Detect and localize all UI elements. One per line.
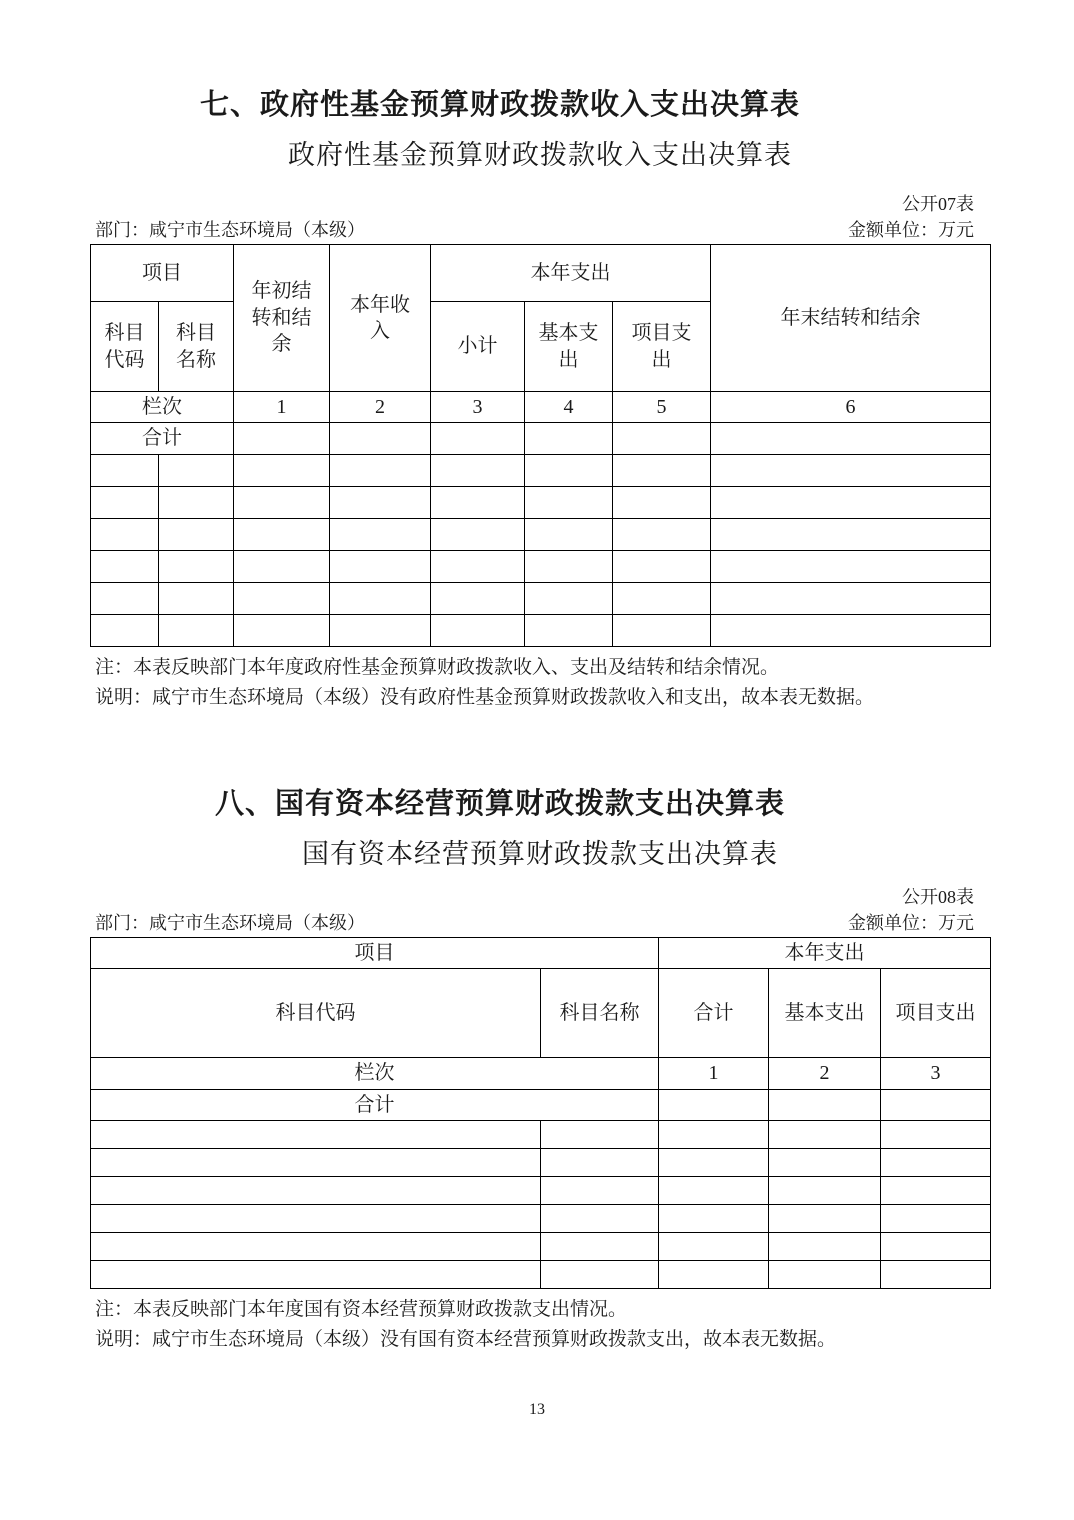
empty-cell	[769, 1260, 881, 1288]
section-07-heading: 七、政府性基金预算财政拨款收入支出决算表	[199, 89, 800, 121]
empty-cell	[881, 1120, 991, 1148]
col-header-project-expenditure: 项目支出	[881, 969, 991, 1058]
empty-cell	[431, 423, 525, 454]
empty-cell	[91, 1176, 541, 1204]
col-header-basic-expenditure: 基本支出	[525, 302, 613, 392]
empty-row	[91, 1232, 991, 1260]
empty-cell	[711, 423, 991, 454]
empty-row	[91, 1148, 991, 1176]
empty-cell	[159, 454, 234, 486]
empty-cell	[541, 1148, 659, 1176]
col-header-subject-name: 科目名称	[541, 969, 659, 1058]
empty-cell	[613, 518, 711, 550]
section-08-subtitle: 国有资本经营预算财政拨款支出决算表	[302, 838, 778, 869]
empty-cell	[234, 550, 330, 582]
empty-cell	[91, 518, 159, 550]
empty-cell	[769, 1148, 881, 1176]
empty-cell	[159, 486, 234, 518]
empty-cell	[769, 1120, 881, 1148]
empty-cell	[431, 550, 525, 582]
empty-cell	[659, 1204, 769, 1232]
empty-row	[91, 486, 991, 518]
capital-budget-table	[90, 937, 991, 1289]
empty-cell	[91, 1260, 541, 1288]
col-header-project-expenditure: 项目支出	[613, 302, 711, 392]
empty-row	[91, 582, 991, 614]
page-number: 13	[529, 1401, 545, 1418]
empty-cell	[525, 454, 613, 486]
empty-cell	[613, 454, 711, 486]
empty-cell	[234, 454, 330, 486]
form-07-label: 公开07表	[902, 194, 974, 214]
empty-cell	[769, 1204, 881, 1232]
empty-cell	[613, 486, 711, 518]
table-08-notes	[90, 1295, 990, 1355]
empty-cell	[659, 1232, 769, 1260]
empty-cell	[431, 486, 525, 518]
index-row-label: 栏次	[91, 1058, 659, 1089]
col-header-subject-code: 科目代码	[91, 302, 159, 392]
col-header-project: 项目	[91, 937, 659, 968]
empty-cell	[91, 1148, 541, 1176]
col-header-year-income: 本年收入	[330, 245, 431, 392]
empty-cell	[881, 1148, 991, 1176]
empty-cell	[234, 614, 330, 646]
unit-label: 金额单位：万元	[848, 220, 974, 240]
empty-cell	[431, 614, 525, 646]
empty-cell	[541, 1120, 659, 1148]
col-header-subtotal: 小计	[431, 302, 525, 392]
index-row-label: 栏次	[91, 392, 234, 423]
empty-cell	[91, 1204, 541, 1232]
empty-cell	[525, 550, 613, 582]
form-08-label: 公开08表	[902, 886, 974, 907]
empty-cell	[881, 1232, 991, 1260]
section-07	[90, 88, 990, 713]
empty-cell	[159, 518, 234, 550]
empty-cell	[431, 582, 525, 614]
empty-cell	[91, 1120, 541, 1148]
empty-cell	[659, 1120, 769, 1148]
empty-row	[91, 1260, 991, 1288]
empty-cell	[881, 1260, 991, 1288]
empty-cell	[525, 582, 613, 614]
remark-line: 说明：咸宁市生态环境局（本级）没有国有资本经营预算财政拨款支出，故本表无数据。	[95, 1328, 837, 1350]
empty-cell	[659, 1089, 769, 1120]
empty-cell	[431, 454, 525, 486]
empty-cell	[711, 582, 991, 614]
empty-cell	[769, 1089, 881, 1120]
index-cell: 2	[769, 1058, 881, 1089]
section-07-subtitle: 政府性基金预算财政拨款收入支出决算表	[288, 140, 792, 170]
empty-cell	[234, 486, 330, 518]
empty-cell	[159, 582, 234, 614]
index-cell: 3	[881, 1058, 991, 1089]
index-row	[91, 1058, 991, 1089]
table-07-notes	[90, 653, 990, 713]
empty-cell	[159, 614, 234, 646]
empty-row	[91, 1204, 991, 1232]
empty-cell	[881, 1176, 991, 1204]
empty-cell	[525, 518, 613, 550]
empty-row	[91, 454, 991, 486]
empty-cell	[541, 1260, 659, 1288]
empty-cell	[330, 550, 431, 582]
note-line: 注：本表反映部门本年度政府性基金预算财政拨款收入、支出及结转和结余情况。	[95, 656, 780, 678]
empty-row	[91, 1120, 991, 1148]
empty-cell	[525, 423, 613, 454]
empty-cell	[525, 614, 613, 646]
total-row-label: 合计	[91, 1089, 659, 1120]
empty-cell	[431, 518, 525, 550]
empty-cell	[711, 518, 991, 550]
empty-cell	[711, 550, 991, 582]
empty-cell	[91, 582, 159, 614]
department-label: 部门：咸宁市生态环境局（本级）	[95, 220, 365, 240]
total-row	[91, 1089, 991, 1120]
empty-cell	[234, 582, 330, 614]
empty-cell	[159, 550, 234, 582]
empty-cell	[881, 1204, 991, 1232]
col-header-total: 合计	[659, 969, 769, 1058]
empty-row	[91, 1176, 991, 1204]
col-header-year-expenditure: 本年支出	[659, 937, 991, 968]
department-label: 部门：咸宁市生态环境局（本级）	[95, 912, 365, 933]
empty-row	[91, 550, 991, 582]
empty-cell	[881, 1089, 991, 1120]
index-row	[91, 392, 991, 423]
empty-cell	[541, 1176, 659, 1204]
unit-label: 金额单位：万元	[848, 912, 974, 933]
empty-cell	[613, 550, 711, 582]
section-08-heading: 八、国有资本经营预算财政拨款支出决算表	[214, 787, 785, 820]
empty-cell	[91, 486, 159, 518]
col-header-ending-balance: 年末结转和结余	[711, 245, 991, 392]
empty-cell	[541, 1204, 659, 1232]
section-08	[90, 787, 990, 1355]
col-header-project: 项目	[91, 245, 234, 302]
empty-cell	[541, 1232, 659, 1260]
empty-cell	[659, 1260, 769, 1288]
table-07-meta-row	[90, 218, 990, 242]
empty-cell	[330, 582, 431, 614]
empty-cell	[525, 486, 613, 518]
empty-row	[91, 518, 991, 550]
empty-cell	[91, 1232, 541, 1260]
empty-cell	[613, 423, 711, 454]
empty-cell	[234, 518, 330, 550]
empty-cell	[711, 614, 991, 646]
empty-row	[91, 614, 991, 646]
index-cell: 3	[431, 392, 525, 423]
empty-cell	[234, 423, 330, 454]
col-header-subject-name: 科目名称	[159, 302, 234, 392]
empty-cell	[659, 1148, 769, 1176]
col-header-year-expenditure: 本年支出	[431, 245, 711, 302]
note-line: 注：本表反映部门本年度国有资本经营预算财政拨款支出情况。	[95, 1298, 628, 1320]
index-cell: 4	[525, 392, 613, 423]
table-08-meta-row	[90, 911, 990, 935]
index-cell: 2	[330, 392, 431, 423]
index-cell: 5	[613, 392, 711, 423]
index-cell: 6	[711, 392, 991, 423]
index-cell: 1	[234, 392, 330, 423]
empty-cell	[659, 1176, 769, 1204]
empty-cell	[330, 518, 431, 550]
empty-cell	[330, 423, 431, 454]
index-cell: 1	[659, 1058, 769, 1089]
empty-cell	[91, 614, 159, 646]
empty-cell	[330, 454, 431, 486]
empty-cell	[91, 550, 159, 582]
remark-line: 说明：咸宁市生态环境局（本级）没有政府性基金预算财政拨款收入和支出，故本表无数据。	[95, 686, 875, 708]
empty-cell	[91, 454, 159, 486]
empty-cell	[330, 614, 431, 646]
col-header-basic-expenditure: 基本支出	[769, 969, 881, 1058]
fund-budget-table	[90, 244, 991, 647]
total-row-label: 合计	[91, 423, 234, 454]
empty-cell	[769, 1176, 881, 1204]
empty-cell	[711, 454, 991, 486]
total-row	[91, 423, 991, 454]
empty-cell	[613, 614, 711, 646]
empty-cell	[711, 486, 991, 518]
empty-cell	[613, 582, 711, 614]
col-header-beginning-balance: 年初结转和结余	[234, 245, 330, 392]
empty-cell	[330, 486, 431, 518]
empty-cell	[769, 1232, 881, 1260]
col-header-subject-code: 科目代码	[91, 969, 541, 1058]
